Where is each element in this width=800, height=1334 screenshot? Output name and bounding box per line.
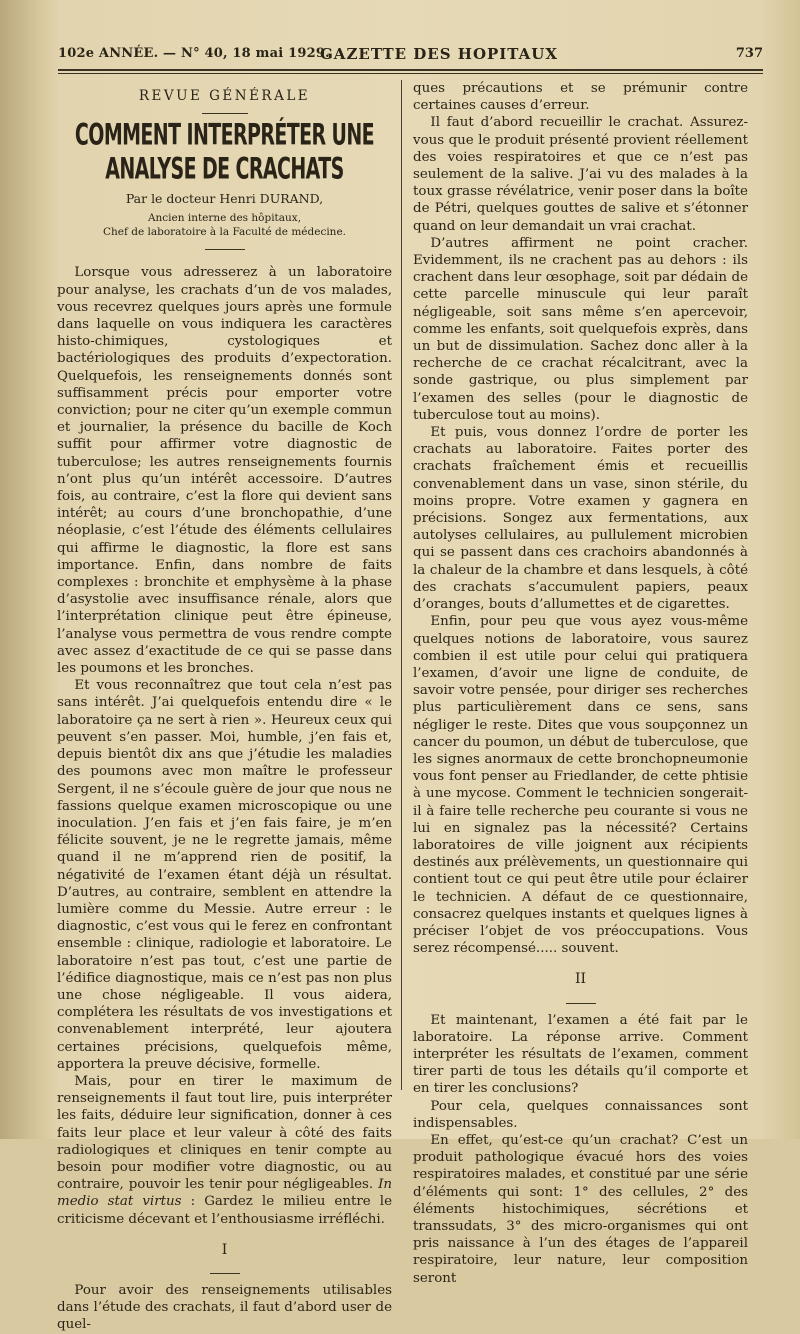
section-rule: [566, 1003, 596, 1004]
paragraph: Il faut d’abord recueillir le crachat. Assurez-vous que le produit présenté provient réellement des voies respiratoires et que ce n’est pas seulement de la salive. J’ai vu des malades à la toux grasse révélatrice, venir poser dans la boîte de Pétri, quelques gouttes de salive et s’étonner quand on leur demandait un vrai crachat.: [413, 115, 748, 234]
section-heading-1: I: [221, 1241, 228, 1258]
rubric: REVUE GÉNÉRALE: [138, 88, 311, 104]
section-rule: [210, 1273, 240, 1274]
page-header: [58, 44, 763, 64]
byline-rule: [205, 249, 245, 250]
left-column: [57, 80, 392, 1334]
paragraph: Et vous reconnaîtrez que tout cela n’est pas sans intérêt. J’ai quelquefois entendu dire « le laboratoire ça ne sert à rien ». Heureux ceux qui peuvent s’en passer. Moi, humble, j’en fais et, depuis bientôt dix ans que j’étudie les maladies des poumons avec mon maître le professeur Sergent, il ne s’écoule guère de jour que nous ne fassions quelque examen microscopique ou une inoculation. J’en fais et j’en fais faire, je m’en félicite souvent, je ne le regrette jamais, même quand il ne m’apprend rien de positif, la négativité de l’examen étant déjà un résultat. D’autres, au contraire, semblent en attendre la lumière comme du Messie. Autre erreur : le diagnostic, c’est vous qui le ferez en confrontant ensemble : clinique, radiologie et laboratoire. Le laboratoire n’est pas tout, c’est une partie de l’édifice diagnostique, mais ce n’est pas non plus une chose négligeable. Il vous aidera, complétera les résultats de vos investigations et convenablement interprété, leur ajoutera certaines précisions, quelquefois même, apportera la preuve décisive, formelle.: [57, 678, 392, 1072]
paragraph: Pour avoir des renseignements utilisables dans l’étude des crachats, il faut d’abord user de quel-: [57, 1282, 392, 1333]
rubric-rule: [202, 113, 248, 114]
page-number: 737: [735, 46, 763, 61]
column-divider: [401, 80, 402, 1090]
paragraph: Et puis, vous donnez l’ordre de porter les crachats au laboratoire. Faites porter des crachats fraîchement émis et recueillis convenablement dans un vase, sinon stérile, du moins propre. Votre examen y gagnera en précisions. Songez aux fermentations, aux autolyses cellulaires, au pullulement microbien qui se passent dans ces crachoirs abandonnés à la chaleur de la chambre et dans lesquels, à côté des crachats s’accumulent papiers, peaux d’oranges, bouts d’allumettes et de cigarettes.: [413, 425, 748, 613]
journal-name: GAZETTE DES HOPITAUX: [320, 45, 559, 63]
paragraph: En effet, qu’est-ce qu’un crachat? C’est un produit pathologique évacué hors des voies respiratoires malades, et constitué par une série d’éléments qui sont: 1° des cellules, 2° des éléments histochimiques, sécrétions et transsudats, 3° des micro-organismes qui ont pris naissance à l’un des étages de l’appareil respiratoire, leur nature, leur composition seront: [413, 1132, 748, 1286]
article-title: COMMENT INTERPRÉTER UNE ANALYSE DE CRACHATS: [74, 118, 375, 187]
right-column: [413, 80, 748, 1287]
paragraph: Lorsque vous adresserez à un laboratoire pour analyse, les crachats d’un de vos malades, vous recevrez quelques jours après une formule dans laquelle on vous indiquera les caractères histo-chimiques, cystologiques et bactériologiques des produits d’expectoration. Quelquefois, les renseignements donnés sont suffisamment précis pour emporter votre conviction; pour ne citer qu’un exemple commun et journalier, la présence du bacille de Koch suffit pour affirmer votre diagnostic de tuberculose; les autres renseignements fournis n’ont plus qu’un intérêt accessoire. D’autres fois, au contraire, c’est la flore qui devient sans intérêt; au cours d’une bronchopathie, d’une néoplasie, c’est l’étude des éléments cellulaires qui affirme le diagnostic, la flore est sans importance. Enfin, dans nombre de faits complexes : bronchite et emphysème à la phase d’asystolie avec insuffisance rénale, alors que l’interprétation clinique peut être épineuse, l’analyse vous permettra de vous rendre compte avec assez d’exactitude de ce qui se passe dans les poumons et les bronches.: [57, 265, 392, 677]
header-rule-thin: [58, 73, 763, 74]
paragraph: [57, 1073, 392, 1228]
paragraph-text: : Gardez le milieu entre le criticisme décevant et l’enthousiasme irréfléchi.: [57, 1194, 392, 1227]
paragraph-text: Mais, pour en tirer le maximum de renseignements il faut tout lire, puis interpréter les faits, déduire leur signification, donner à ces faits leur place et leur valeur à côté des faits radiologiques et cliniques en tenir compte au besoin pour modifier votre diagnostic, ou au contraire, pouvoir les tenir pour négligeables.: [57, 1073, 392, 1193]
header-rule: [58, 69, 763, 71]
latin-phrase: In medio stat virtus: [57, 1177, 392, 1210]
byline: Par le docteur Henri DURAND,: [125, 191, 324, 207]
affiliation-line-1: Ancien interne des hôpitaux,: [147, 212, 302, 225]
paragraph: Enfin, pour peu que vous ayez vous-même quelques notions de laboratoire, vous saurez combien il est utile pour celui qui pratiquera l’examen, d’avoir une ligne de conduite, de savoir votre pensée, pour diriger ses recherches plus particulièrement dans ce sens, sans négliger le reste. Dites que vous soupçonnez un cancer du poumon, un début de tuberculose, que les signes anormaux de cette bronchopneumonie vous font penser au Friedlander, de cette phtisie à une mycose. Comment le technicien songerait-il à faire telle recherche peu courante si vous ne lui en signalez pas la nécessité? Certains laboratoires de ville joignent aux récipients destinés aux prélèvements, un questionnaire qui contient tout ce qui peut être utile pour éclairer le technicien. A défaut de ce questionnaire, consacrez quelques instants et quelques lignes à préciser l’objet de vos préoccupations. Vous serez récompensé..... souvent.: [413, 614, 748, 957]
affiliation-line-2: Chef de laboratoire à la Faculté de médecine.: [102, 226, 346, 239]
paragraph: Et maintenant, l’examen a été fait par le laboratoire. La réponse arrive. Comment interpréter les résultats de l’examen, comment tirer parti de tous les détails qu’il comporte et en tirer les conclusions?: [413, 1012, 748, 1097]
paragraph: D’autres affirment ne point cracher. Evidemment, ils ne crachent pas au dehors : ils crachent dans leur œsophage, soit par dédain de cette parcelle minuscule qui leur paraît négligeable, soit sans même s’en apercevoir, comme les enfants, soit quelquefois exprès, dans un but de dissimulation. Sachez donc aller à la recherche de ce crachat récalcitrant, avec la sonde gastrique, ou plus simplement par l’examen des selles (pour le diagnostic de tuberculose tout au moins).: [413, 235, 748, 423]
issue-info: 102e ANNÉE. — N° 40, 18 mai 1929.: [58, 46, 330, 61]
paragraph: Pour cela, quelques connaissances sont indispensables.: [413, 1098, 748, 1131]
section-heading-2: II: [574, 971, 587, 988]
paragraph: ques précautions et se prémunir contre certaines causes d’erreur.: [413, 81, 748, 114]
